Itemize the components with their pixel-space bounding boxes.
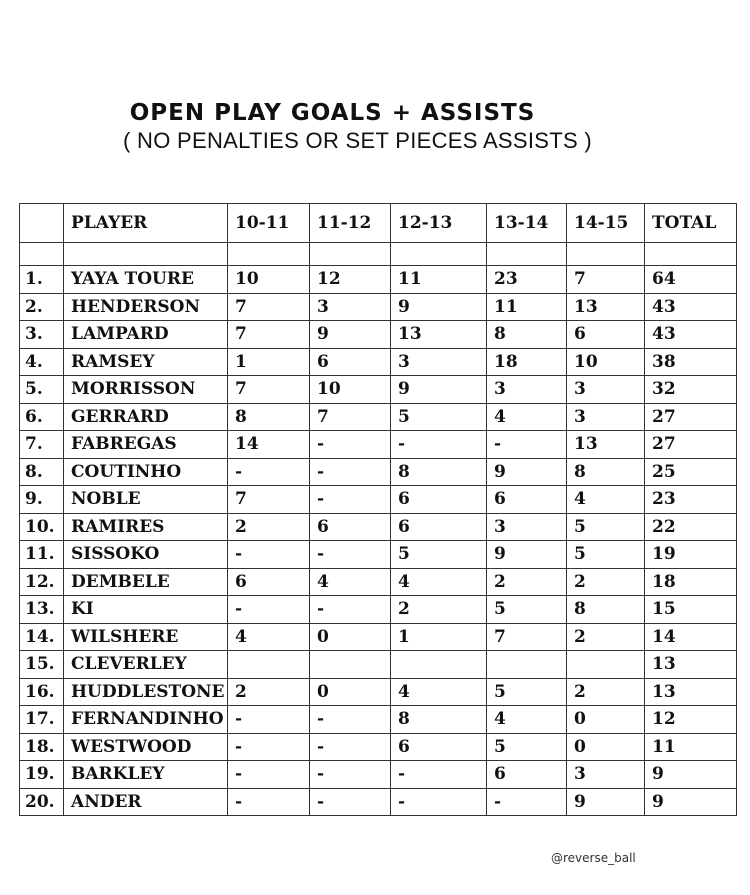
season-11-12-cell xyxy=(310,651,391,679)
season-11-12-cell: - xyxy=(310,596,391,624)
header-row xyxy=(20,204,737,243)
table-row xyxy=(20,541,737,569)
season-10-11-cell: 2 xyxy=(228,513,310,541)
season-11-12-cell: 9 xyxy=(310,321,391,349)
season-12-13-cell: - xyxy=(391,761,487,789)
table-row xyxy=(20,568,737,596)
total-cell: 64 xyxy=(645,266,737,294)
season-14-15-cell: 3 xyxy=(567,376,645,404)
total-cell: 13 xyxy=(645,651,737,679)
season-11-12-cell: - xyxy=(310,486,391,514)
season-13-14-cell: 6 xyxy=(487,486,567,514)
season-10-11-cell: - xyxy=(228,733,310,761)
season-11-12-cell: - xyxy=(310,431,391,459)
season-10-11-cell: 4 xyxy=(228,623,310,651)
blank-cell xyxy=(20,243,64,266)
rank-cell: 20. xyxy=(20,788,64,816)
season-10-11-cell: 7 xyxy=(228,293,310,321)
season-13-14-cell: - xyxy=(487,431,567,459)
season-12-13-cell: - xyxy=(391,431,487,459)
season-12-13-cell: 3 xyxy=(391,348,487,376)
season-10-11-cell: 14 xyxy=(228,431,310,459)
header-cell-rank xyxy=(20,204,64,243)
season-11-12-cell: - xyxy=(310,541,391,569)
table-row xyxy=(20,761,737,789)
season-14-15-cell: 5 xyxy=(567,513,645,541)
season-10-11-cell xyxy=(228,651,310,679)
season-13-14-cell: 2 xyxy=(487,568,567,596)
rank-cell: 4. xyxy=(20,348,64,376)
header-cell-total: TOTAL xyxy=(645,204,737,243)
table-row xyxy=(20,706,737,734)
player-cell: COUTINHO xyxy=(64,458,228,486)
season-12-13-cell: 11 xyxy=(391,266,487,294)
season-12-13-cell: 6 xyxy=(391,733,487,761)
table-row xyxy=(20,513,737,541)
table-row xyxy=(20,348,737,376)
table-row xyxy=(20,678,737,706)
season-14-15-cell: 0 xyxy=(567,733,645,761)
player-cell: ANDER xyxy=(64,788,228,816)
season-14-15-cell: 3 xyxy=(567,403,645,431)
player-cell: FABREGAS xyxy=(64,431,228,459)
season-12-13-cell: 5 xyxy=(391,403,487,431)
blank-cell xyxy=(487,243,567,266)
season-12-13-cell: 6 xyxy=(391,486,487,514)
season-12-13-cell: 9 xyxy=(391,293,487,321)
total-cell: 27 xyxy=(645,403,737,431)
table-row xyxy=(20,486,737,514)
table-row xyxy=(20,403,737,431)
player-cell: LAMPARD xyxy=(64,321,228,349)
season-12-13-cell: 5 xyxy=(391,541,487,569)
season-10-11-cell: - xyxy=(228,706,310,734)
rank-cell: 17. xyxy=(20,706,64,734)
total-cell: 19 xyxy=(645,541,737,569)
player-cell: RAMSEY xyxy=(64,348,228,376)
rank-cell: 15. xyxy=(20,651,64,679)
table-row xyxy=(20,293,737,321)
player-cell: BARKLEY xyxy=(64,761,228,789)
season-12-13-cell: 2 xyxy=(391,596,487,624)
season-14-15-cell: 3 xyxy=(567,761,645,789)
player-cell: FERNANDINHO xyxy=(64,706,228,734)
season-13-14-cell: 6 xyxy=(487,761,567,789)
blank-cell xyxy=(567,243,645,266)
season-14-15-cell: 2 xyxy=(567,568,645,596)
season-12-13-cell: 4 xyxy=(391,568,487,596)
season-13-14-cell: 4 xyxy=(487,706,567,734)
total-cell: 25 xyxy=(645,458,737,486)
total-cell: 27 xyxy=(645,431,737,459)
season-11-12-cell: - xyxy=(310,458,391,486)
season-14-15-cell: 6 xyxy=(567,321,645,349)
season-13-14-cell: - xyxy=(487,788,567,816)
season-14-15-cell: 0 xyxy=(567,706,645,734)
total-cell: 12 xyxy=(645,706,737,734)
season-10-11-cell: 2 xyxy=(228,678,310,706)
season-11-12-cell: 0 xyxy=(310,623,391,651)
season-13-14-cell: 5 xyxy=(487,596,567,624)
season-10-11-cell: 1 xyxy=(228,348,310,376)
rank-cell: 14. xyxy=(20,623,64,651)
season-11-12-cell: 0 xyxy=(310,678,391,706)
season-11-12-cell: - xyxy=(310,706,391,734)
rank-cell: 12. xyxy=(20,568,64,596)
blank-cell xyxy=(310,243,391,266)
header-cell-player: PLAYER xyxy=(64,204,228,243)
total-cell: 9 xyxy=(645,761,737,789)
table-row xyxy=(20,321,737,349)
table-row xyxy=(20,733,737,761)
season-13-14-cell: 23 xyxy=(487,266,567,294)
total-cell: 32 xyxy=(645,376,737,404)
season-13-14-cell: 8 xyxy=(487,321,567,349)
player-cell: NOBLE xyxy=(64,486,228,514)
season-13-14-cell: 7 xyxy=(487,623,567,651)
player-cell: CLEVERLEY xyxy=(64,651,228,679)
player-cell: WESTWOOD xyxy=(64,733,228,761)
rank-cell: 19. xyxy=(20,761,64,789)
season-12-13-cell: 13 xyxy=(391,321,487,349)
season-14-15-cell: 13 xyxy=(567,431,645,459)
rank-cell: 11. xyxy=(20,541,64,569)
player-cell: HUDDLESTONE xyxy=(64,678,228,706)
table-row xyxy=(20,266,737,294)
blank-cell xyxy=(391,243,487,266)
header-cell-14-15: 14-15 xyxy=(567,204,645,243)
total-cell: 11 xyxy=(645,733,737,761)
page-title: OPEN PLAY GOALS + ASSISTS xyxy=(129,100,536,126)
season-12-13-cell: 9 xyxy=(391,376,487,404)
season-13-14-cell: 3 xyxy=(487,513,567,541)
season-11-12-cell: 12 xyxy=(310,266,391,294)
total-cell: 38 xyxy=(645,348,737,376)
season-10-11-cell: - xyxy=(228,788,310,816)
season-12-13-cell: 8 xyxy=(391,458,487,486)
season-10-11-cell: 6 xyxy=(228,568,310,596)
total-cell: 15 xyxy=(645,596,737,624)
season-12-13-cell: 8 xyxy=(391,706,487,734)
season-13-14-cell: 9 xyxy=(487,458,567,486)
rank-cell: 18. xyxy=(20,733,64,761)
total-cell: 43 xyxy=(645,321,737,349)
player-cell: DEMBELE xyxy=(64,568,228,596)
rank-cell: 1. xyxy=(20,266,64,294)
season-13-14-cell: 4 xyxy=(487,403,567,431)
header-cell-12-13: 12-13 xyxy=(391,204,487,243)
season-11-12-cell: - xyxy=(310,761,391,789)
season-14-15-cell: 4 xyxy=(567,486,645,514)
player-cell: GERRARD xyxy=(64,403,228,431)
stats-table xyxy=(19,203,737,816)
player-cell: HENDERSON xyxy=(64,293,228,321)
season-14-15-cell: 10 xyxy=(567,348,645,376)
header-cell-11-12: 11-12 xyxy=(310,204,391,243)
table-row xyxy=(20,596,737,624)
watermark-handle: @reverse_ball xyxy=(551,851,636,865)
season-12-13-cell xyxy=(391,651,487,679)
season-13-14-cell xyxy=(487,651,567,679)
season-14-15-cell: 2 xyxy=(567,623,645,651)
total-cell: 18 xyxy=(645,568,737,596)
total-cell: 13 xyxy=(645,678,737,706)
season-10-11-cell: 7 xyxy=(228,376,310,404)
season-11-12-cell: 10 xyxy=(310,376,391,404)
table-row xyxy=(20,376,737,404)
season-10-11-cell: 7 xyxy=(228,486,310,514)
season-10-11-cell: - xyxy=(228,596,310,624)
rank-cell: 2. xyxy=(20,293,64,321)
rank-cell: 7. xyxy=(20,431,64,459)
season-10-11-cell: 8 xyxy=(228,403,310,431)
table-row xyxy=(20,458,737,486)
table-row xyxy=(20,623,737,651)
rank-cell: 8. xyxy=(20,458,64,486)
player-cell: WILSHERE xyxy=(64,623,228,651)
season-10-11-cell: 10 xyxy=(228,266,310,294)
season-12-13-cell: 1 xyxy=(391,623,487,651)
table-row xyxy=(20,788,737,816)
total-cell: 9 xyxy=(645,788,737,816)
header-cell-13-14: 13-14 xyxy=(487,204,567,243)
header-cell-10-11: 10-11 xyxy=(228,204,310,243)
table-row xyxy=(20,431,737,459)
page-subtitle: ( NO PENALTIES OR SET PIECES ASSISTS ) xyxy=(122,128,593,153)
season-14-15-cell xyxy=(567,651,645,679)
total-cell: 22 xyxy=(645,513,737,541)
season-13-14-cell: 5 xyxy=(487,678,567,706)
season-13-14-cell: 9 xyxy=(487,541,567,569)
season-13-14-cell: 11 xyxy=(487,293,567,321)
rank-cell: 10. xyxy=(20,513,64,541)
rank-cell: 6. xyxy=(20,403,64,431)
season-13-14-cell: 5 xyxy=(487,733,567,761)
total-cell: 43 xyxy=(645,293,737,321)
season-14-15-cell: 5 xyxy=(567,541,645,569)
total-cell: 23 xyxy=(645,486,737,514)
season-14-15-cell: 8 xyxy=(567,458,645,486)
blank-cell xyxy=(645,243,737,266)
rank-cell: 9. xyxy=(20,486,64,514)
season-13-14-cell: 18 xyxy=(487,348,567,376)
player-cell: MORRISSON xyxy=(64,376,228,404)
player-cell: KI xyxy=(64,596,228,624)
season-14-15-cell: 2 xyxy=(567,678,645,706)
blank-cell xyxy=(228,243,310,266)
season-14-15-cell: 7 xyxy=(567,266,645,294)
season-14-15-cell: 13 xyxy=(567,293,645,321)
season-11-12-cell: 6 xyxy=(310,348,391,376)
season-14-15-cell: 8 xyxy=(567,596,645,624)
season-11-12-cell: 4 xyxy=(310,568,391,596)
rank-cell: 16. xyxy=(20,678,64,706)
season-11-12-cell: 6 xyxy=(310,513,391,541)
total-cell: 14 xyxy=(645,623,737,651)
season-10-11-cell: 7 xyxy=(228,321,310,349)
season-12-13-cell: 4 xyxy=(391,678,487,706)
season-13-14-cell: 3 xyxy=(487,376,567,404)
blank-row xyxy=(20,243,737,266)
season-11-12-cell: 3 xyxy=(310,293,391,321)
season-10-11-cell: - xyxy=(228,541,310,569)
rank-cell: 13. xyxy=(20,596,64,624)
season-12-13-cell: 6 xyxy=(391,513,487,541)
season-11-12-cell: - xyxy=(310,733,391,761)
rank-cell: 5. xyxy=(20,376,64,404)
rank-cell: 3. xyxy=(20,321,64,349)
table-row xyxy=(20,651,737,679)
season-10-11-cell: - xyxy=(228,761,310,789)
season-10-11-cell: - xyxy=(228,458,310,486)
season-11-12-cell: - xyxy=(310,788,391,816)
season-14-15-cell: 9 xyxy=(567,788,645,816)
season-11-12-cell: 7 xyxy=(310,403,391,431)
season-12-13-cell: - xyxy=(391,788,487,816)
player-cell: YAYA TOURE xyxy=(64,266,228,294)
blank-cell xyxy=(64,243,228,266)
player-cell: SISSOKO xyxy=(64,541,228,569)
player-cell: RAMIRES xyxy=(64,513,228,541)
